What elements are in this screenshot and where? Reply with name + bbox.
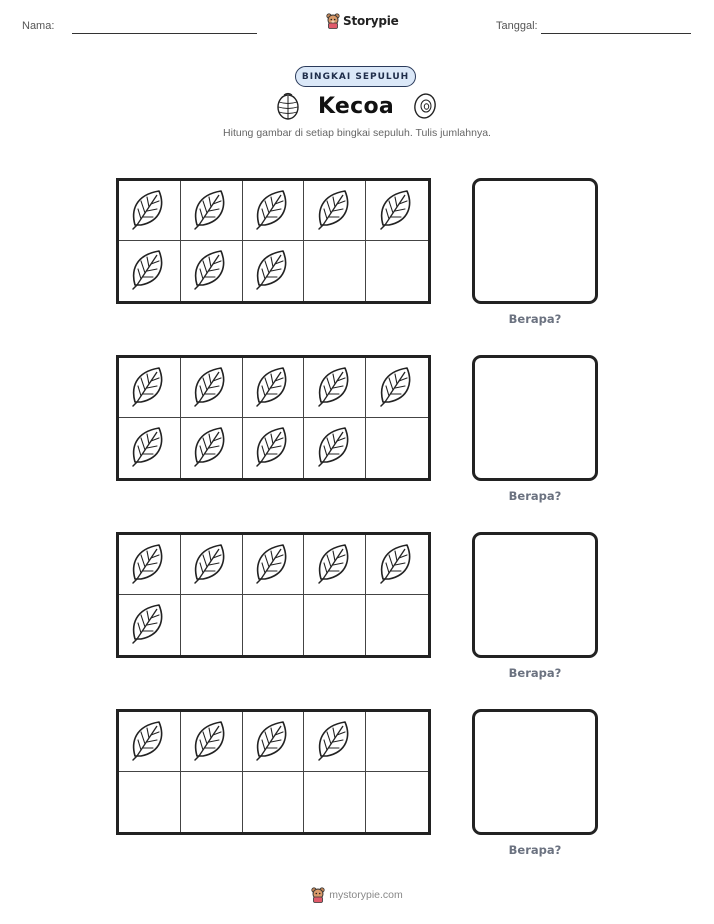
leaf-icon	[253, 187, 293, 235]
leaf-icon	[129, 541, 169, 589]
bear-mascot-icon	[326, 13, 340, 29]
frame-cell	[181, 772, 243, 832]
frame-cell	[243, 772, 305, 832]
frame-cell	[366, 772, 428, 832]
leaf-icon	[253, 718, 293, 766]
leaf-icon	[129, 364, 169, 412]
answer-label-3: Berapa?	[508, 666, 562, 680]
leaf-icon	[315, 718, 355, 766]
frame-cell	[366, 358, 428, 418]
frame-cell	[181, 181, 243, 241]
frame-cell	[243, 535, 305, 595]
frame-cell	[181, 418, 243, 478]
frame-cell	[366, 181, 428, 241]
date-line[interactable]	[541, 33, 691, 34]
frame-cell	[243, 595, 305, 655]
leaf-icon	[377, 364, 417, 412]
page-title: Kecoa	[317, 93, 395, 119]
frame-cell	[243, 358, 305, 418]
leaf-icon	[191, 424, 231, 472]
cockroach-egg-icon	[412, 92, 438, 120]
answer-label-1: Berapa?	[508, 312, 562, 326]
frame-cell	[304, 535, 366, 595]
frame-cell	[366, 418, 428, 478]
frame-cell	[243, 418, 305, 478]
footer-url: mystorypie.com	[329, 889, 403, 901]
frame-cell	[243, 181, 305, 241]
leaf-icon	[377, 187, 417, 235]
leaf-icon	[253, 247, 293, 295]
leaf-icon	[253, 364, 293, 412]
name-line[interactable]	[72, 33, 257, 34]
brand-name: Storypie	[343, 14, 399, 28]
brand-logo	[326, 13, 399, 29]
leaf-icon	[129, 187, 169, 235]
leaf-icon	[315, 364, 355, 412]
frame-cell	[181, 358, 243, 418]
frame-cell	[366, 712, 428, 772]
frame-cell	[304, 181, 366, 241]
leaf-icon	[129, 247, 169, 295]
frame-cell	[119, 535, 181, 595]
answer-label-2: Berapa?	[508, 489, 562, 503]
frame-cell	[366, 241, 428, 301]
frame-cell	[304, 358, 366, 418]
frame-cell	[119, 712, 181, 772]
answer-label-4: Berapa?	[508, 843, 562, 857]
frame-cell	[119, 241, 181, 301]
leaf-icon	[315, 541, 355, 589]
answer-box-3[interactable]	[472, 532, 598, 658]
leaf-icon	[191, 718, 231, 766]
footer	[0, 887, 714, 903]
name-label: Nama:	[22, 20, 55, 32]
frame-cell	[304, 595, 366, 655]
ten-frame-2	[116, 355, 431, 481]
frame-cell	[243, 241, 305, 301]
frame-cell	[181, 535, 243, 595]
ten-frame-1	[116, 178, 431, 304]
frame-cell	[243, 712, 305, 772]
frame-cell	[119, 595, 181, 655]
answer-box-2[interactable]	[472, 355, 598, 481]
date-label: Tanggal:	[496, 20, 538, 32]
leaf-icon	[191, 364, 231, 412]
frame-cell	[304, 241, 366, 301]
frame-cell	[181, 595, 243, 655]
instruction-text: Hitung gambar di setiap bingkai sepuluh. Tulis jumlahnya.	[223, 127, 491, 139]
leaf-icon	[253, 424, 293, 472]
frame-cell	[181, 241, 243, 301]
ten-frame-4	[116, 709, 431, 835]
leaf-icon	[315, 424, 355, 472]
frame-cell	[304, 418, 366, 478]
frame-cell	[304, 712, 366, 772]
bear-mascot-icon	[311, 887, 325, 903]
ten-frame-3	[116, 532, 431, 658]
frame-cell	[119, 358, 181, 418]
frame-cell	[304, 772, 366, 832]
leaf-icon	[191, 247, 231, 295]
frame-cell	[366, 535, 428, 595]
section-badge: BINGKAI SEPULUH	[295, 66, 416, 87]
frame-cell	[181, 712, 243, 772]
frame-cell	[119, 772, 181, 832]
cockroach-body-icon	[276, 92, 300, 120]
leaf-icon	[129, 601, 169, 649]
leaf-icon	[129, 424, 169, 472]
leaf-icon	[191, 541, 231, 589]
leaf-icon	[191, 187, 231, 235]
answer-box-1[interactable]	[472, 178, 598, 304]
answer-box-4[interactable]	[472, 709, 598, 835]
leaf-icon	[315, 187, 355, 235]
title-row	[0, 92, 714, 120]
leaf-icon	[377, 541, 417, 589]
frame-cell	[366, 595, 428, 655]
leaf-icon	[129, 718, 169, 766]
frame-cell	[119, 418, 181, 478]
frame-cell	[119, 181, 181, 241]
leaf-icon	[253, 541, 293, 589]
